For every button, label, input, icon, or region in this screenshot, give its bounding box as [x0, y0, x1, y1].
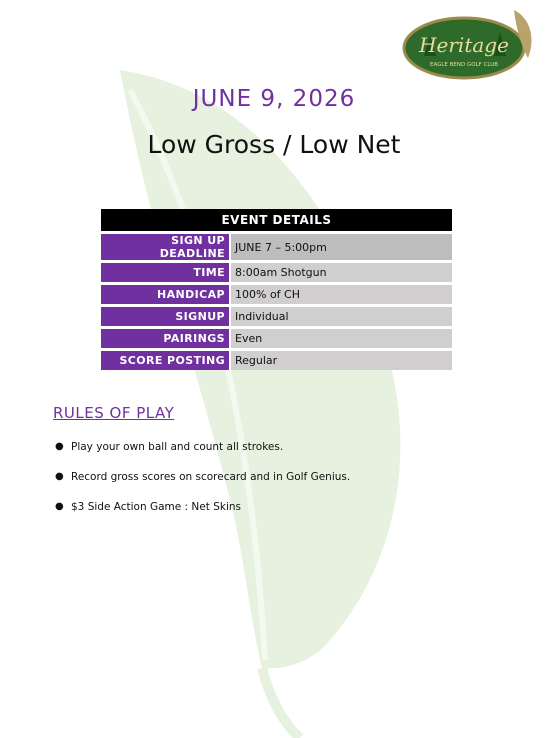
- bullet-icon: ●: [55, 441, 64, 452]
- list-item: [53, 432, 493, 462]
- detail-label: TIME: [101, 262, 230, 284]
- detail-value: Even: [230, 328, 452, 350]
- table-row: [101, 262, 452, 284]
- table-row: [101, 350, 452, 371]
- rule-text: Record gross scores on scorecard and in Golf Genius.: [71, 471, 351, 483]
- table-row: [101, 284, 452, 306]
- detail-value: JUNE 7 – 5:00pm: [230, 233, 452, 262]
- details-header: EVENT DETAILS: [101, 209, 452, 233]
- event-title: Low Gross / Low Net: [147, 130, 401, 159]
- table-row: [101, 233, 452, 262]
- rule-text: Play your own ball and count all strokes.: [71, 441, 284, 453]
- logo-subtext: EAGLE BEND GOLF CLUB: [429, 62, 499, 68]
- heritage-logo: [402, 8, 538, 80]
- table-row: [101, 328, 452, 350]
- detail-label: PAIRINGS: [101, 328, 230, 350]
- logo-text: Heritage: [419, 33, 509, 57]
- list-item: [53, 492, 493, 522]
- event-details-table: [101, 209, 452, 370]
- table-row: [101, 306, 452, 328]
- bullet-icon: ●: [55, 501, 64, 512]
- detail-label: SIGN UP DEADLINE: [101, 233, 230, 262]
- detail-label: HANDICAP: [101, 284, 230, 306]
- detail-value: 100% of CH: [230, 284, 452, 306]
- detail-label: SIGNUP: [101, 306, 230, 328]
- rule-text: $3 Side Action Game : Net Skins: [71, 501, 241, 513]
- rules-list: [53, 432, 493, 522]
- detail-value: Individual: [230, 306, 452, 328]
- bullet-icon: ●: [55, 471, 64, 482]
- rules-heading: RULES OF PLAY: [53, 404, 175, 422]
- detail-label: SCORE POSTING: [101, 350, 230, 371]
- event-date: JUNE 9, 2026: [192, 86, 356, 112]
- detail-value: 8:00am Shotgun: [230, 262, 452, 284]
- detail-value: Regular: [230, 350, 452, 371]
- list-item: [53, 462, 493, 492]
